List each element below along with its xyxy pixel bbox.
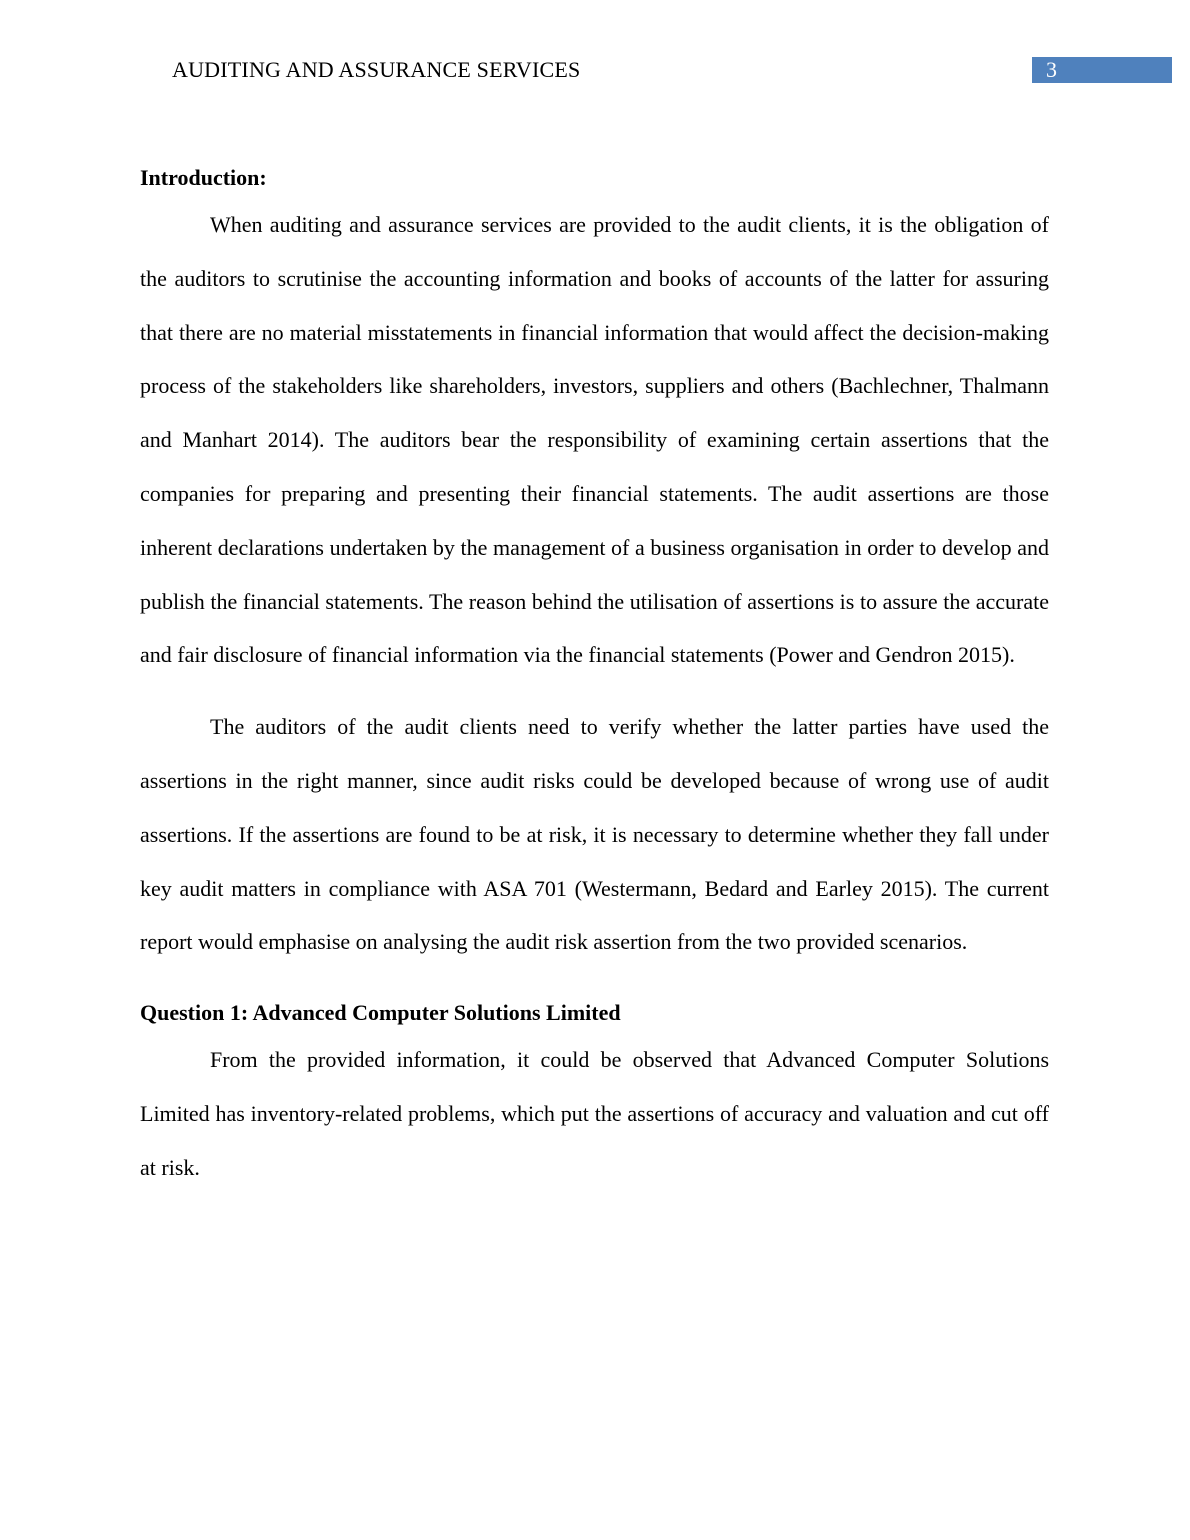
- introduction-paragraph-1: When auditing and assurance services are provided to the audit clients, it is the obligation of the auditors to scrutinise the accounting information and books of accounts of the latter for assuring that there are no material misstatements in financial information that would affect the decision-making process of the stakeholders like shareholders, investors, suppliers and others (Bachlechner, Thalmann and Manhart 2014). The auditors bear the responsibility of examining certain assertions that the companies for preparing and presenting their financial statements. The audit assertions are those inherent declarations undertaken by the management of a business organisation in order to develop and publish the financial statements. The reason behind the utilisation of assertions is to assure the accurate and fair disclosure of financial information via the financial statements (Power and Gendron 2015).: [140, 212, 1049, 668]
- document-body: [140, 162, 1049, 1195]
- question-1-heading: Question 1: Advanced Computer Solutions Limited: [140, 1000, 621, 1026]
- page-number: 3: [1046, 57, 1057, 82]
- running-header: AUDITING AND ASSURANCE SERVICES: [172, 57, 581, 82]
- introduction-heading: Introduction:: [140, 165, 267, 190]
- page-number-badge: [1032, 57, 1172, 83]
- introduction-paragraph-2: The auditors of the audit clients need to verify whether the latter parties have used the assertions in the right manner, since audit risks could be developed because of wrong use of audit assertions. If the assertions are found to be at risk, it is necessary to determine whether they fall under key audit matters in compliance with ASA 701 (Westermann, Bedard and Earley 2015). The current report would emphasise on analysing the audit risk assertion from the two provided scenarios.: [140, 714, 1049, 955]
- question-1-paragraph-1: From the provided information, it could be observed that Advanced Computer Solutions Limited has inventory-related problems, which put the assertions of accuracy and valuation and cut off at risk.: [140, 1047, 1049, 1180]
